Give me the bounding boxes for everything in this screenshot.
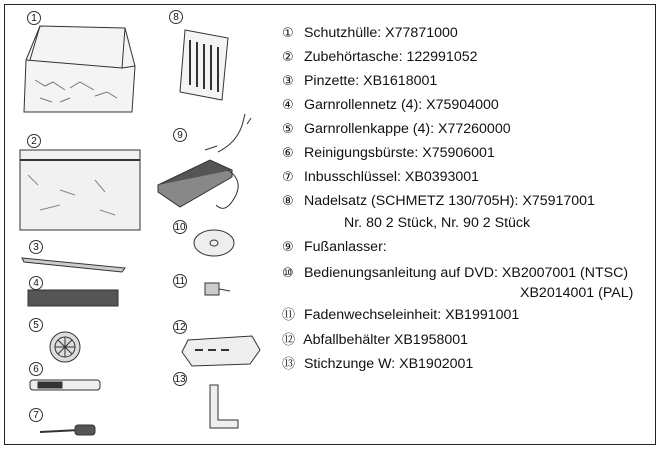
legend-item: ⑨ Fußanlasser: — [282, 239, 387, 255]
figure-label-5: 5 — [29, 318, 43, 332]
legend-item: ⑤ Garnrollenkappe (4): X77260000 — [282, 121, 511, 137]
needle-set-drawing — [180, 30, 228, 100]
spool-cap-drawing — [50, 332, 80, 362]
dvd-drawing — [194, 230, 234, 256]
figure-label-13: 13 — [174, 374, 186, 385]
legend-item: ③ Pinzette: XB1618001 — [282, 73, 438, 89]
figure-label-4: 4 — [29, 276, 43, 290]
figure-label-6: 6 — [29, 362, 43, 376]
thread-change-unit-drawing — [205, 283, 230, 295]
needle-plate-drawing — [210, 385, 238, 428]
hex-key-drawing — [40, 425, 95, 435]
waste-container-drawing — [182, 336, 260, 366]
accessory-bag-drawing — [20, 150, 140, 230]
figure-label-1: 1 — [27, 11, 41, 25]
needle-sizes-line: Nr. 80 2 Stück, Nr. 90 2 Stück — [344, 215, 531, 231]
legend-item: ⑩ Bedienungsanleitung auf DVD: XB2007001 (NTSC) — [282, 265, 629, 281]
legend-item: ④ Garnrollennetz (4): X75904000 — [282, 97, 499, 113]
figure-label-11: 11 — [174, 276, 186, 287]
legend-item: ① Schutzhülle: X77871000 — [282, 25, 458, 41]
dust-cover-drawing — [24, 26, 135, 112]
foot-controller-drawing — [158, 114, 251, 208]
figure-label-9: 9 — [173, 128, 187, 142]
legend-item: ⑧ Nadelsatz (SCHMETZ 130/705H): X75917001 — [282, 193, 595, 209]
figure-label-8: 8 — [169, 10, 183, 24]
dvd-pal-line: XB2014001 (PAL) — [520, 285, 634, 301]
figure-label-2: 2 — [27, 134, 41, 148]
figure-label-12: 12 — [174, 322, 186, 333]
legend-item: ⑬ Stichzunge W: XB1902001 — [282, 356, 474, 372]
legend-item: ⑥ Reinigungsbürste: X75906001 — [282, 145, 495, 161]
legend-item: ② Zubehörtasche: 122991052 — [282, 49, 478, 65]
tweezers-drawing — [22, 258, 125, 272]
figure-label-10: 10 — [174, 222, 186, 233]
legend-item: ⑪ Fadenwechseleinheit: XB1991001 — [282, 307, 520, 323]
spool-net-drawing — [28, 290, 118, 306]
legend-item: ⑦ Inbusschlüssel: XB0393001 — [282, 169, 480, 185]
cleaning-brush-drawing — [30, 380, 100, 390]
figure-label-7: 7 — [29, 408, 43, 422]
figure-label-3: 3 — [29, 240, 43, 254]
legend-item: ⑫ Abfallbehälter XB1958001 — [282, 332, 469, 348]
